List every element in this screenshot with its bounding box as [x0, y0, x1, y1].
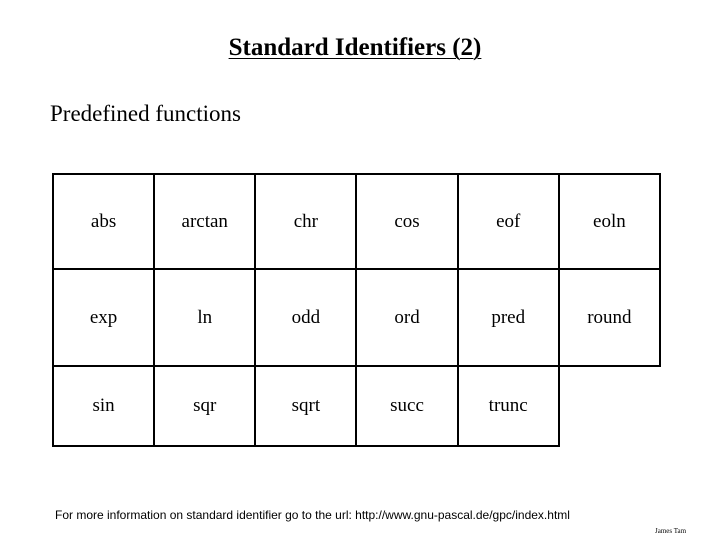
- function-cell: cos: [356, 174, 457, 269]
- slide-title: Standard Identifiers (2): [228, 34, 482, 61]
- empty-cell: [559, 366, 660, 446]
- function-cell: sqr: [154, 366, 255, 446]
- author-credit: James Tam: [655, 527, 687, 535]
- function-cell: arctan: [154, 174, 255, 269]
- function-cell: sqrt: [255, 366, 356, 446]
- section-heading: Predefined functions: [50, 101, 241, 126]
- function-cell: round: [559, 269, 660, 366]
- function-cell: chr: [255, 174, 356, 269]
- function-cell: sin: [53, 366, 154, 446]
- table-row: [53, 269, 660, 366]
- table-row: [53, 174, 660, 269]
- function-cell: eof: [458, 174, 559, 269]
- function-cell: exp: [53, 269, 154, 366]
- function-cell: succ: [356, 366, 457, 446]
- functions-table: [52, 173, 661, 447]
- function-cell: odd: [255, 269, 356, 366]
- function-cell: abs: [53, 174, 154, 269]
- function-cell: trunc: [458, 366, 559, 446]
- function-cell: ln: [154, 269, 255, 366]
- function-cell: pred: [458, 269, 559, 366]
- function-cell: ord: [356, 269, 457, 366]
- table-row: [53, 366, 660, 446]
- function-cell: eoln: [559, 174, 660, 269]
- footnote: For more information on standard identifier go to the url: http://www.gnu-pascal.de/gpc/index.html: [55, 508, 570, 522]
